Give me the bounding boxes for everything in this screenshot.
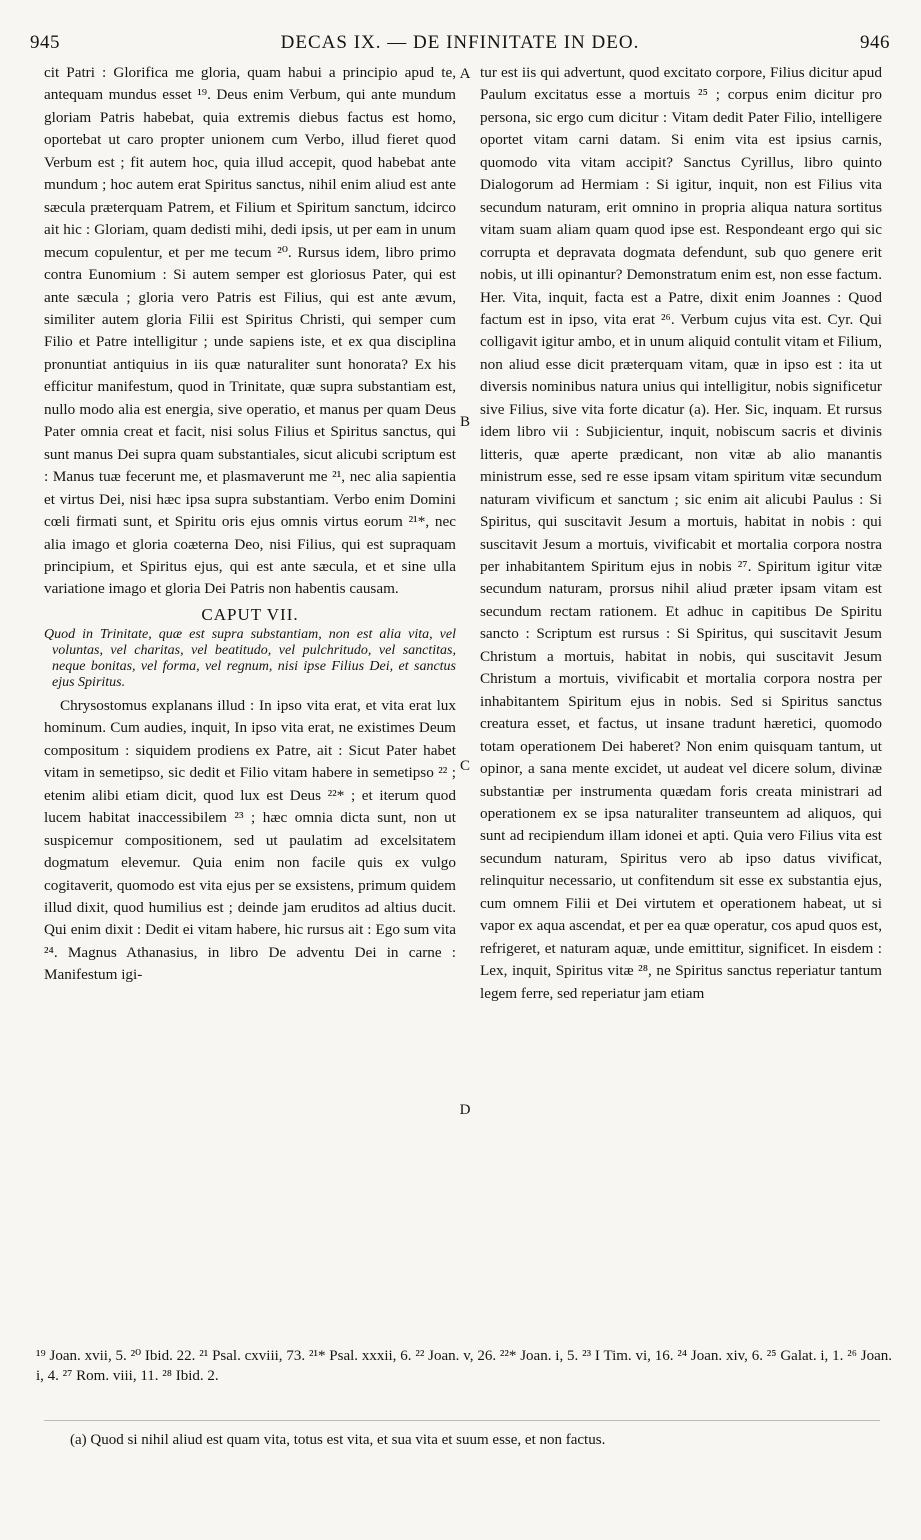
footnote-divider <box>44 1420 880 1421</box>
footnotes: ¹⁹ Joan. xvii, 5. ²⁰ Ibid. 22. ²¹ Psal. cxviii, 73. ²¹* Psal. xxxii, 6. ²² Joan. v, 26. ²²* Joan. i, 5. ²³ I Tim. vi, 16. ²⁴ Joan. xiv, 6. ²⁵ Galat. i, 1. ²⁶ Joan. i, 4. ²⁷ Rom. viii, 11. ²⁸ Ibid. 2. <box>36 1348 892 1384</box>
right-column <box>480 62 882 1324</box>
right-paragraph-1: tur est iis qui advertunt, quod excitato corpore, Filius dicitur apud Paulum excitatus esse a mortuis ²⁵ ; corpus enim dicitur pro persona, sic ergo cum dicitur : Vitam dedit Pater Filio, intelligere oportet vitam carni datam. Si enim vita est ipsius carnis, quomodo vita vitam accipit? Sanctus Cyrillus, libro quinto Dialogorum ad Hermiam : Si igitur, inquit, non est Filius vita secundum naturam, erit omnino in propria aliqua natura sortitus vitam suam aliam quam quod ipse est. Respondeant ergo qui sic corrupta et depravata dogmata defendunt, sub quo genere erit nobis, ut illi opinantur? Demonstratum enim est, non esse factum. Her. Vita, inquit, facta est a Patre, dixit enim Joannes : Quod factum est in ipso, vita erat ²⁶. Verbum cujus vita est. Cyr. Qui colligavit igitur ambo, et in unum aliquid contulit vitam et Filium, non aliud esse dicit præterquam vitam, quæ in ipso est : ita ut diversis nominibus natura unius qui intelligitur, nobis significetur sive Filius, sive vita forte dicatur (a). Her. Sic, inquam. Et rursus idem libro vii : Subjicientur, inquit, nobiscum sacris et divinis litteris, quæ aperte prædicant, non vitæ ab alio manantis ministrum esse, sed re esse ipsam vitam spiritum vitæ secundum naturam vivificum et sanctum ; sic enim ait alicubi Paulus : Si Spiritus, qui suscitavit Jesum a mortuis, habitat in nobis : qui suscitavit Jesum a mortuis, vivificabit et mortalia corpora nostra per inhabitantem Spiritum ejus in nobis ²⁷. Spiritum igitur vitæ secundum naturam, prorsus nihil aliud præter ipsam vitam est secundum rectam rationem. Et adhuc in capitibus De Spiritu sancto : Scriptum est rursus : Si Spiritus, qui suscitavit Jesum Christum a mortuis, habitat in nobis, qui suscitavit Jesum Christum a mortuis, vivificabit et mortalia corpora nostra per inhabitantem Spiritum ejus in nobis. Sed si Spiritus sanctus creatura esset, et factus, ut insane tradunt hæretici, quomodo totam operationem Dei haberet? Non enim quisquam tantum, ut opinor, a sana mente excidet, ut audeat vel dicere solum, divinæ substantiæ per instrumenta quædam foris creata ministrari ad operationem ex se ipsa naturaliter transeuntem ad aliquos, qui sunt ad recipiendum illam idonei et apti. Quia vero Filius vita est secundum naturam, Spiritus vero ab ipso datus vivificat, relinquitur necessario, ut confitendum sit esse ex substantia ejus, cum omnem Filii et Dei virtutem et operationem habeat, ut si vapor ex aqua ascendat, et per ea quæ operatur, cos apud quos est, refrigeret, et naturam aquæ, unde emittitur, significet. In eisdem : Lex, inquit, Spiritus vitæ ²⁸, ne Spiritus sanctus reperiatur tantum legem ferre, sed reperiatur jam etiam <box>480 64 882 1002</box>
left-paragraph-1: cit Patri : Glorifica me gloria, quam habui a principio apud te, antequam mundus esset ¹⁹. Deus enim Verbum, qui ante mundum gloriam Patris habebat, quia extremis diebus factus est homo, oportebat ut caro propter unionem cum Verbo, illud fieret quod Verbum est ; fit autem hoc, quia illud accepit, quod habebat ante mundum ; hoc autem erat Spiritus sanctus, nihil enim aliud est ante sæcula præterquam Patrem, et Filium et Spiritum sanctum, idcirco ait hic : Gloriam, quam dedisti mihi, dedi ipsis, ut per eam in unum mecum copulentur, et per me tecum ²⁰. Rursus idem, libro primo contra Eunomium : Si autem semper est gloriosus Pater, qui est ante sæcula ; gloria vero Patris est Filius, qui est ante ævum, similiter autem gloria Filii est Spiritus Christi, qui semper cum Filio et Patre intelligitur ; unde sapiens iste, et ex qua disciplina pronuntiat antiquius in iis quæ naturaliter sunt honorata? Ex his efficitur manifestum, quod in Trinitate, quæ supra substantiam est, nullo modo alia est energia, sive operatio, et manus per quam Deus Pater omnia creat et facit, nisi solus Filius et Spiritus sanctus, qui sunt manus Dei supra quam substantiales, sicut alicubi scriptum est : Manus tuæ fecerunt me, et plasmaverunt me ²¹, nec alia sapientia et virtus Dei, nisi hæc ipsa supra substantiam. Verbo enim Domini cœli firmati sunt, et Spiritu oris ejus omnis virtus eorum ²¹*, nec alia imago et gloria coæterna Deo, nisi Filius, qui est supraquam principium, et Spiritus ejus, qui est ante sæcula, et et sine ulla variatione imago et gloria Dei Patris non habentis causam. <box>44 64 456 598</box>
margin-siglum-d: D <box>459 1102 471 1118</box>
left-column <box>44 62 456 1324</box>
chapter-summary: Quod in Trinitate, quæ est supra substantiam, non est alia vita, vel voluntas, vel charitas, vel beatitudo, vel pulchritudo, vel sanctitas, neque bonitas, vel forma, vel regnum, nisi ipse Filius Dei, et sanctus ejus Spiritus. <box>44 626 456 690</box>
page-number-left: 945 <box>30 32 60 53</box>
page-number-right: 946 <box>860 32 890 53</box>
margin-siglum-c: C <box>459 758 470 774</box>
running-header <box>30 30 890 58</box>
margin-siglum-b: B <box>459 414 470 430</box>
chapter-title: CAPUT VII. <box>201 604 299 624</box>
left-paragraph-2: Chrysostomus explanans illud : In ipso vita erat, et vita erat lux hominum. Cum audies, inquit, In ipso vita erat, ne existimes Deum compositum : siquidem prodiens ex Patre, ait : Sicut Pater habet vitam in semetipso, sic dedit et Filio vitam habere in semetipso ²² ; etenim alibi etiam dicit, quod lux est Deus ²²* ; et iterum quod lucem habitat inaccessibilem ²³ ; hæc omnia dicta sunt, non ut suspicemur compositionem, sed ut paulatim ad excelsitatem dogmatum elevemur. Quia enim non facile quis ex vulgo cogitaverit, quomodo est vita ejus per se exsistens, primum quidem illud dixit, quod humilius est ; deinde jam eruditos ad altius ducit. Qui enim dixit : Dedit ei vitam habere, hic rursus ait : Ego sum vita ²⁴. Magnus Athanasius, in libro De adventu Dei in carne : Manifestum igi- <box>44 696 456 984</box>
running-title: DECAS IX. — DE INFINITATE IN DEO. <box>280 32 640 53</box>
editor-note: (a) Quod si nihil aliud est quam vita, totus est vita, et sua vita et suum esse, et non factus. <box>70 1432 606 1448</box>
margin-siglum-a: A <box>459 66 471 82</box>
